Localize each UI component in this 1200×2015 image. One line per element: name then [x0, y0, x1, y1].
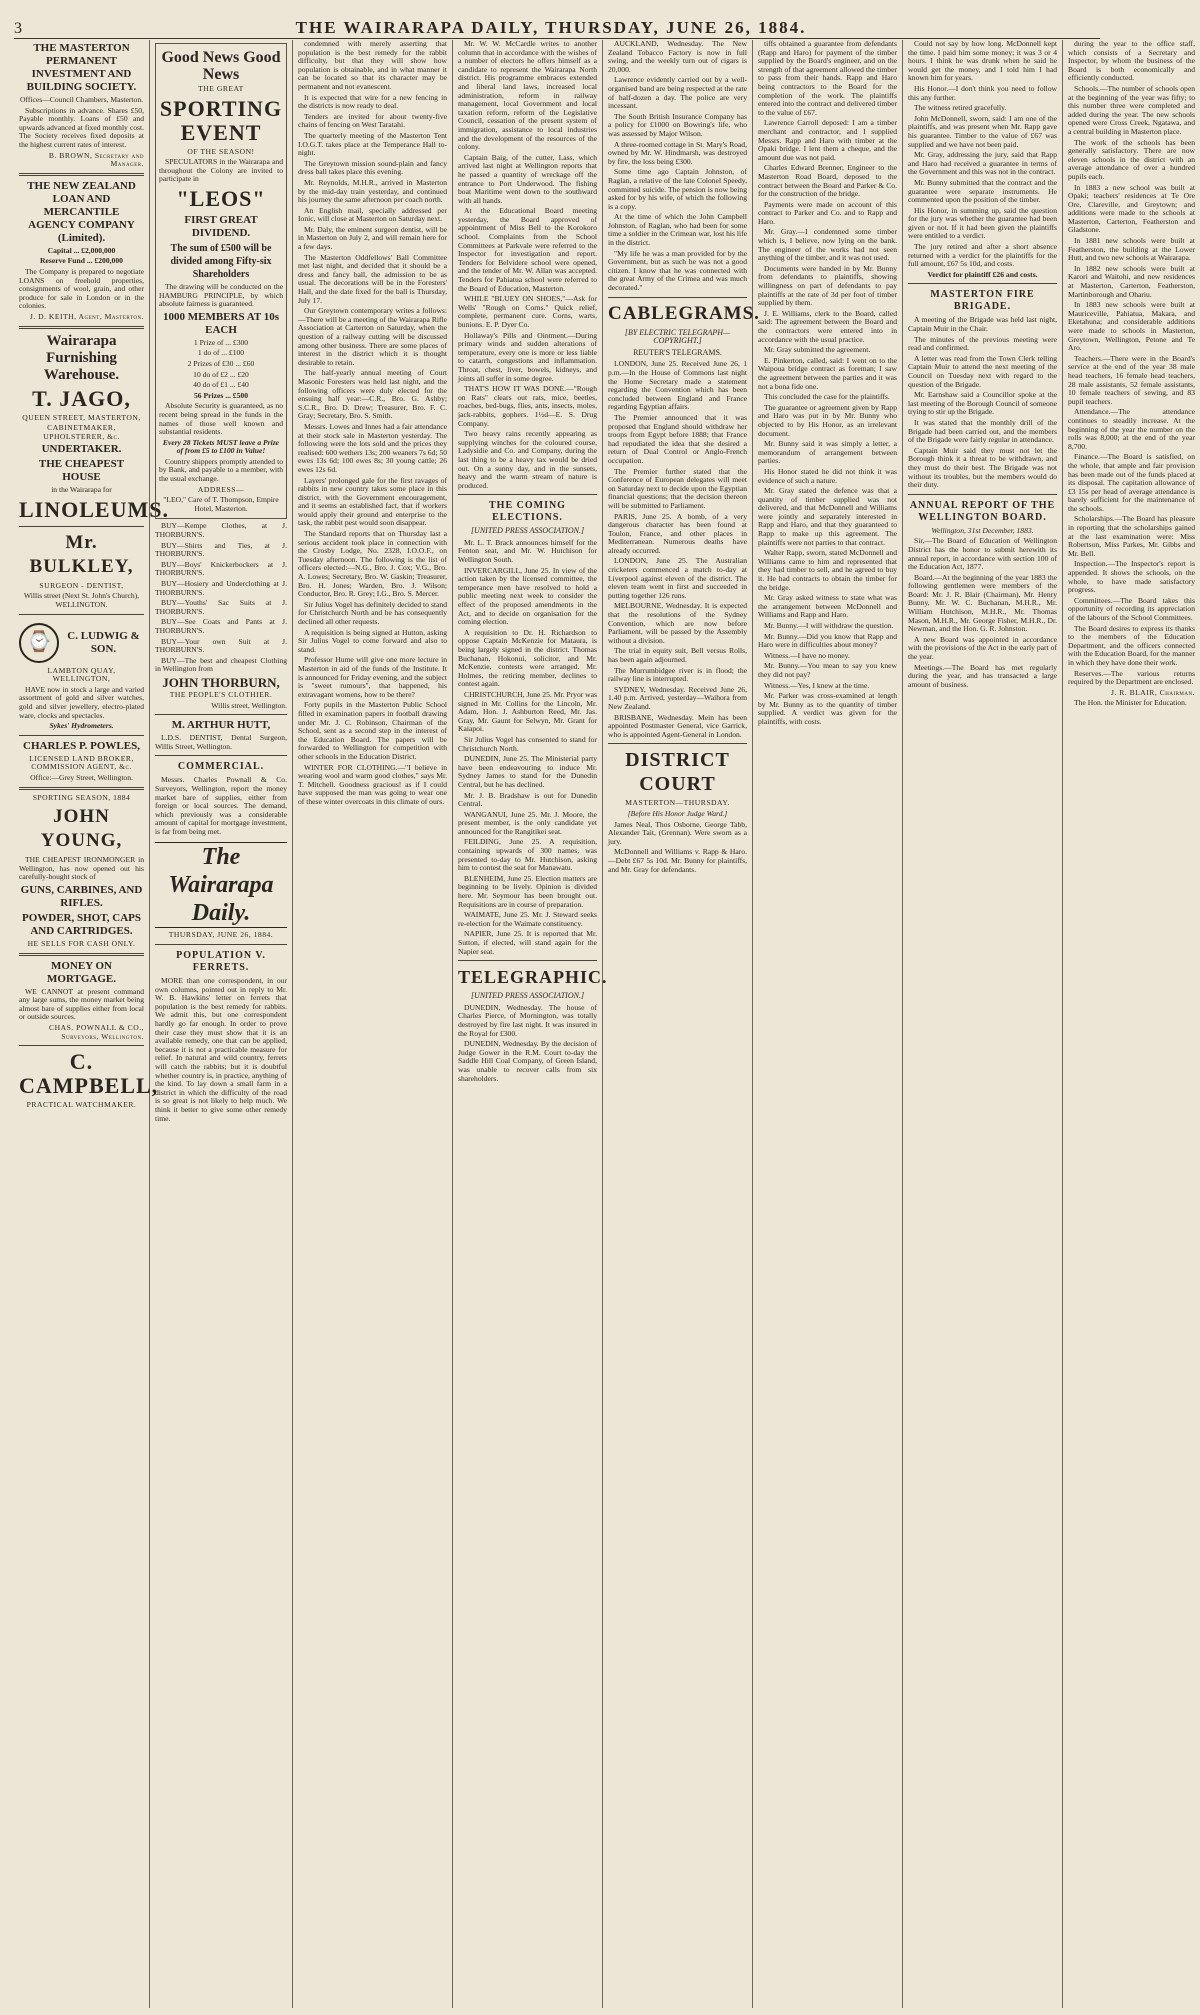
report-paragraph: In 1881 new schools were built at Featherston, the building at the Lower Hutt, and two new schools at Wairarapa. [1068, 236, 1195, 263]
report-paragraph: during the year to the office staff, which consists of a Secretary and Inspector, by whom the business of the Board is both economically and efficiently conducted. [1068, 39, 1195, 83]
report-paragraph: Sir,—The Board of Education of Wellington District has the honor to submit herewith its annual report, in accordance with section 100 of the Education Act, 1877. [908, 536, 1057, 572]
country-text: Country shippers promptly attended to by Bank, and payable to a member, with the usual exchange. [159, 456, 283, 484]
election-item: BLENHEIM, June 25. Election matters are beginning to be lively. Opinion is divided here. Mr. Seymour has been brought out. Requisitions are in course of preparation. [458, 873, 597, 909]
money-agents: CHAS. POWNALL & CO., Surveyors, Wellington. [49, 1022, 144, 1041]
prize-total: 56 Prizes ... £500 [194, 390, 248, 400]
news-paragraph: Sir Julius Vogel has definitely decided to stand for Christchurch North and he has consequently declined all other requests. [298, 599, 447, 626]
news-paragraph: At the time of which the John Campbell Johnston, of Raglan, who had been for some time a soldier in the Crimean war, lost his life in the district. [608, 212, 747, 248]
news-paragraph: WINTER FOR CLOTHING.—"I believe in wearing wool and warm good clothes," says Mr. T. Mitchell. Goodness gracious! as if I could have supposed the man was going to wear one of these winter overcoats in this climate of ours. [298, 762, 447, 806]
of-season: OF THE SEASON! [187, 146, 255, 156]
society-secretary: B. BROWN, Secretary and Manager. [48, 150, 144, 169]
court-paragraph: Witness.—I have no money. [764, 650, 850, 660]
news-paragraph: An English mail, specially addressed per Ionic, will close at Masterton on Saturday next. [298, 205, 447, 224]
report-paragraph: The Board desires to express its thanks to the members of the Education Department, and the officers connected with the Education Board, for the manner in which they have done their work. [1068, 623, 1195, 667]
news-paragraph: The half-yearly annual meeting of Court Masonic Foresters was held last night, and the following officers were duly elected for the ensuing half year:—C.R., Bro. G. Ashby; S.C.R., Bro. D. Drew; Treasurer, Bro. F. C. Gray; Secretary, Bro. S. Smith. [298, 368, 447, 421]
cheapest-sub: in the Wairarapa for [51, 485, 112, 495]
thorburn-sub: THE PEOPLE'S CLOTHIER. [169, 689, 273, 699]
the-great: THE GREAT [198, 84, 244, 93]
ludwig-address: LAMBTON QUAY, WELLINGTON, [47, 665, 116, 684]
guns: GUNS, CARBINES, AND RIFLES. [20, 883, 143, 909]
report-paragraph: Attendance.—The attendance continues to steadily increase. At the beginning of the year the number on the rolls was 8,000; at the end of the year 8,700. [1068, 407, 1195, 451]
prize-item: 1 do of ... £100 [197, 348, 245, 358]
sykes: Sykes' Hydrometers. [49, 721, 114, 731]
news-paragraph: The Masterton Oddfellows' Ball Committee met last night, and decided that it should be a dress and fancy ball, the admission to be as usual. The decorations will be in the Foresters' Hall, and the date fixed for the ball is Thursday, July 17. [298, 252, 447, 305]
powles-role: LICENSED LAND BROKER, COMMISSION AGENT, &c. [29, 753, 134, 772]
brigade-paragraph: A letter was read from the Town Clerk telling Captain Muir to attend the next meeting of the Council on Tuesday next with regard to the question of the Brigade. [908, 353, 1057, 389]
thorburn-item: BUY—Boys' Knickerbockers at J. THORBURN'S. [155, 559, 287, 578]
court-paragraph: Mr. Bunny submitted that the contract and the guarantee were separate instruments. He commented upon the position of the timber. [908, 177, 1057, 205]
court-paragraph: Mr. Gray submitted the agreement. [764, 345, 871, 355]
court-paragraph: John McDonnell, sworn, said: I am one of the plaintiffs, and was present when Mr. Rapp gave his guarantee. Timber to the value of £67 was supplied and we have not been paid. [908, 113, 1057, 149]
column-6 [753, 40, 903, 2008]
columns [14, 39, 1195, 2008]
editorial-title: POPULATION V. FERRETS. [176, 950, 266, 974]
commercial-text: Messrs. Charles Pownall & Co. Surveyors, Wellington, report the money market bare of supplies, either from foreign or local sources. The demand, which previously was a considerable amount of capital for mortgage investment, is far from being met. [155, 775, 287, 836]
brigade-paragraph: A meeting of the Brigade was held last night, Captain Muir in the Chair. [908, 315, 1057, 334]
thorburn-item: BUY—Shirts and Ties, at J. THORBURN'S. [155, 540, 287, 559]
divider [458, 494, 597, 495]
column-3 [293, 40, 453, 2008]
district-court-sub: MASTERTON—THURSDAY. [625, 798, 730, 808]
report-paragraph: A new Board was appointed in accordance with the provisions of the Act in the early part of the year. [908, 634, 1057, 662]
news-paragraph: Tenders are invited for about twenty-five chains of fencing on West Taratahi. [298, 111, 447, 130]
bank-reserve: Reserve Fund ... £200,000 [40, 256, 123, 266]
court-paragraph: Payments were made on account of this contract to Parker and Co. and to Rapp and Haro. [758, 199, 897, 226]
reuters-source: REUTER'S TELEGRAMS. [633, 347, 722, 357]
society-name: THE MASTERTON PERMANENT INVESTMENT AND BUILDING SOCIETY. [26, 42, 137, 93]
campbell-name: C. CAMPBELL, [19, 1049, 159, 1099]
society-sub: Offices—Council Chambers, Masterton. [19, 95, 144, 104]
thorburn-item: BUY—See Coats and Pants at J. THORBURN'S. [155, 617, 287, 635]
report-paragraph: Scholarships.—The Board has pleasure in reporting that the scholarships gained at the last examination were: Miss Robertson, Miss Parkes, Mr. Gibbs and Mr. Bell. [1068, 514, 1195, 558]
news-paragraph: Professor Hume will give one more lecture in Masterton in aid of the funds of the Institute. It is announced for Friday evening, and the subject is "sweet rumours", that happened, his extravagant womens, how to be there? [298, 655, 447, 699]
masthead [14, 6, 1100, 39]
court-paragraph: Lawrence Carroll deposed: I am a timber merchant and contractor, and I supplied Messrs. Rapp and Haro with timber at the Opaki bridge. I lent them a cheque, and the amount due was not paid. [758, 118, 897, 162]
election-item: CHRISTCHURCH, June 25. Mr. Pryor was signed in Mr. Collins for the Lincoln, Mr. Adam, Hon. J. Ashburton Reed, Mr. Jas. Gray, Mr. Gaunt for Selwyn, Mr. Grant for Kaiapoi. [458, 689, 597, 734]
young-sale: HE SELLS FOR CASH ONLY. [27, 938, 136, 948]
news-paragraph: "My life he was a man provided for by the Government, but as such he was not a good citizen. I know that he was connected with the great Army of the Crimea and was much decorated." [608, 248, 747, 293]
court-paragraph: Mr. Bunny.—Did you know that Rapp and Haro were in difficulties about money? [758, 631, 897, 650]
report-signed: J. R. BLAIR, Chairman. [1110, 687, 1195, 697]
news-paragraph: At the Educational Board meeting yesterday, the Board approved of appointment of Miss Bell to the Korokoro school. Complaints from the School Committees at Parkvale were referred to the Inspector for investigation and report. Tenders for Belvidere school were opened, and the tender of Mr. W. Allan was accepted. Tenders for Pahiatua school were referred to the Board of Education, Masterton. [458, 206, 597, 293]
linoleums: LINOLEUMS. [19, 496, 169, 522]
ludwig-name: C. LUDWIG & SON. [67, 629, 140, 655]
court-paragraph: His Honor stated he did not think it was evidence of such a nature. [758, 466, 897, 485]
leos-text: SPECULATORS in the Wairarapa and throughout the Colony are invited to participate in [159, 157, 283, 184]
column-8 [1063, 40, 1200, 2008]
telegraphic-heading: TELEGRAPHIC. [458, 967, 608, 988]
furnishing-name: T. JAGO, [32, 385, 131, 411]
report-paragraph: In 1882 new schools were built at Karori and Waitohi, and new residences at Masterton, Carterton, Featherston, Martinborough and Ohariu. [1068, 263, 1195, 299]
court-paragraph: Witness.—Yes, I knew at the time. [764, 680, 870, 690]
news-paragraph: The Standard reports that on Thursday last a serious accident took place in connection with the Crosby Lodge, No. 2328, I.O.O.F., on Tuesday afternoon. The following is the list of officers elected:—N.G., Bro. J. Cox; V.G., Bro. A. Lowes; Secretary, Bro. W. Gaskin; Treasurer, Bro. H. Jones; Warden, Bro. J. Wilson; Conductor, Bro. R. Grey; I.G., Bro. S. Mercer. [298, 529, 447, 599]
young-text: THE CHEAPEST IRONMONGER in Wellington, has now opened out his carefully-bought stock of [19, 855, 144, 882]
report-paragraph: Committees.—The Board takes this opportunity of recording its appreciation of the labours of the School Committees. [1068, 595, 1195, 622]
divider [908, 283, 1057, 284]
ludwig-text: HAVE now in stock a large and varied assortment of gold and silver watches, gold and silver jewellery, electro-plated ware, clocks and spectacles. [19, 684, 144, 720]
news-paragraph: The South British Insurance Company has a policy for £1000 on Bowring's life, who was assessed by Major Wilson. [608, 111, 747, 138]
court-paragraph: E. Pinkerton, called, said: I went on to the Waipoua bridge contract as foreman; I saw the agreement between the parties and it was not a bona fide one. [758, 355, 897, 391]
column-2 [150, 40, 293, 2008]
court-paragraph: This concluded the case for the plaintiffs. [764, 392, 890, 402]
news-paragraph: Mr. Daly, the eminent surgeon dentist, will be in Masterton on July 2, and will remain here for a few days. [298, 224, 447, 252]
members: 1000 MEMBERS AT 10s EACH [162, 310, 280, 336]
divider [458, 960, 597, 961]
good-news: Good News Good News [161, 49, 281, 83]
prize-list [159, 339, 283, 401]
fire-brigade-heading: MASTERTON FIRE BRIGADE. [930, 289, 1035, 313]
court-paragraph: J. E. Williams, clerk to the Board, called said: The agreement between the Board and the contractors were entered into in accordance with the usual practice. [758, 308, 897, 344]
cheapest-house: THE CHEAPEST HOUSE [38, 458, 125, 484]
dividend-sum: The sum of £500 will be divided among Fifty-six Shareholders [170, 242, 272, 280]
editorial-text: MORE than one correspondent, in our own columns, pointed out in reply to Mr. W. B. Hawkins' letter on ferrets that population is the best remedy for rabbits. We admit this, but one correspondent hardly go far enough. In order to prove their case they must show that it is an available remedy, one that can be applied, because it is not a practicable measure for relief. In natural and wild country, ferrets will catch the rabbits; but it is doubtful whether country is, in practice, anything of the kind. To lay down a small farm in a district in which the difficulty of the road is so great is not likely to help much. We think it better to give some other remedy time. [155, 976, 287, 1123]
annual-report-heading: ANNUAL REPORT OF THE WELLINGTON BOARD. [909, 499, 1056, 523]
hutt-role: L.D.S. DENTIST, Dental Surgeon, Willis Street, Wellington. [155, 733, 287, 751]
report-paragraph: Schools.—The number of schools open at the beginning of the year was fifty; to this number three were completed and added during the year. The new schools opened were Cross Creek, Ngatawa, and a central building in Masterton place. [1068, 83, 1195, 136]
undertaker: UNDERTAKER. [41, 443, 122, 456]
furnishing-title: Wairarapa Furnishing Warehouse. [43, 332, 120, 383]
election-item: WAIMATE, June 25. Mr. J. Steward seeks re-election for the Waimate constituency. [458, 910, 597, 928]
thorburn-list [155, 522, 287, 674]
election-item: FEILDING, June 25. A requisition, containing upwards of 300 names, was presented to-day to Mr. Hutchison, asking him to contest the seat for Manawatu. [458, 837, 597, 873]
thorburn-item: BUY—The best and cheapest Clothing in Wellington from [155, 655, 287, 674]
commercial-heading: COMMERCIAL. [177, 761, 265, 773]
court-paragraph: McDonnell and Williams v. Rapp & Haro.—Debt £67 5s 10d. Mr. Bunny for plaintiffs, and Mr. Gray for defendants. [608, 847, 747, 874]
news-paragraph: Mr. W. W. McCardle writes to another column that in accordance with the wishes of a number of electors he offers himself as a candidate to represent the Wairarapa North district. His programme embraces extended and liberal land laws, increased local administration, reform in railway management, local Government and local taxation reform, reform of the Legislative Council, cessation of the present system of immigration, assistance to local industries and the development of the resources of the colony. [458, 39, 597, 152]
cable-item: The Premier announced that it was proposed that England should withdraw her troops from Egypt before 1888; that France had repudiated the idea that she desired a return of Dual Control or Anglo-French occupation. [608, 412, 747, 465]
telegraphic-source: [UNITED PRESS ASSOCIATION.] [470, 991, 585, 1001]
bulkley-name: Mr. BULKLEY, [29, 531, 134, 577]
court-paragraph: Mr. Gray.—I condemned some timber which is, I believe, now lying on the bank. The engineer of the works had not seen anything of the timber, and it was not used. [758, 227, 897, 263]
masthead-title: THE WAIRARAPA DAILY, THURSDAY, JUNE 26, 1884. [295, 18, 807, 37]
cable-item: MELBOURNE, Wednesday. It is expected that the resolutions of the Sydney Convention, which are now before Parliament, will be passed by the Assembly without a division. [608, 601, 747, 645]
cable-item: The Premier further stated that the Conference of European delegates will meet on Saturday next to decide upon the Egyptian financial questions; that the decision thereon will be submitted to Parliament. [608, 466, 747, 510]
news-paragraph: THAT'S HOW IT WAS DONE.—"Rough on Rats" clears out rats, mice, beetles, roaches, bed-bugs, flies, ants, insects, moles, jack-rabbits, gophers. 1½d—E. S. Drug Company. [458, 384, 597, 428]
court-paragraph: Mr. Gray stated the defence was that a quantity of timber supplied was not delivered, and that McDonnell and Williams were jointly and separately interested in Rapp and Haro, and that they guaranteed to Rapp to make up this agreement. The plaintiffs were not parties to that contract. [758, 486, 897, 547]
news-paragraph: Forty pupils in the Masterton Public School filled in examination papers in football drawing under Mr. J. C. Robinson, Chairman of the School, sent as a second step in the interest of the Education Board. The papers will be forwarded to Wellington for competition with other schools in the Education District. [298, 700, 447, 761]
money-text: WE CANNOT at present command any large sums, the money market being almost bare of supplies either from local or outside sources. [19, 986, 144, 1022]
divider [608, 743, 747, 744]
address-label: ADDRESS— [197, 484, 245, 494]
news-paragraph: condemned with merely asserting that population is the best remedy for the rabbit difficulty, but that they will show how population is obtainable, and in what manner it can be located so that its character may be permanent and not evanescent. [298, 39, 447, 91]
telegraph-item: DUNEDIN, Wednesday. The house of Charles Pierce, of Mornington, was totally destroyed by fire last night. It was insured in the Royal for £300. [458, 1002, 597, 1038]
bank-agent: J. D. KEITH, Agent, Masterton. [29, 311, 144, 321]
thorburn-item: BUY—Youths' Sac Suits at J. THORBURN'S. [155, 598, 287, 616]
powles-address: Office:—Grey Street, Wellington. [30, 773, 133, 782]
court-paragraph: The jury retired and after a short absence returned with a verdict for the plaintiffs for the full amount, £67 5s 10d, and costs. [908, 242, 1057, 269]
court-paragraph: Mr. Parker was cross-examined at length by Mr. Bunny as to the quantity of timber supplied. A verdict was given for the plaintiffs, with costs. [758, 691, 897, 726]
elections-source: [UNITED PRESS ASSOCIATION.] [470, 526, 585, 536]
column-1 [14, 40, 169, 2008]
divider [155, 755, 287, 756]
news-paragraph: Mr. Reynolds, M.H.R., arrived in Masterton by the mid-day train yesterday, and continued his journey the same afternoon per coach north. [298, 177, 447, 205]
court-paragraph: Documents were handed in by Mr. Bunny from defendants to plaintiffs, showing willingness on part of defendants to pay plaintiffs at the rate of 3d per foot of timber supplied by them. [758, 263, 897, 308]
thorburn-item: BUY—Hosiery and Underclothing at J. THORBURN'S. [155, 579, 287, 597]
court-paragraph: Mr. Gray asked witness to state what was the arrangement between McDonnell and Williams and Rapp and Haro. [758, 593, 897, 620]
election-item: A requisition to Dr. H. Richardson to oppose Captain McKenzie for Mataura, is being largely signed in the district. Thomas Buchanan, Hokonui, solicitor, and Mr. McKenzie, contests were arranged. Mr. Holmes, the retiring member, declines to contest again. [458, 627, 597, 689]
election-item: DUNEDIN, June 25. The Ministerial party have been endeavouring to induce Mr. Sydney James to stand for the Dunedin Central, but he has declined. [458, 754, 597, 789]
news-paragraph: Captain Baig, of the cutter, Lass, which arrived last night at Wellington reports that he passed a quantity of wreckage off the entrance to Port Underwood. The fishing boat Maritime went down to the southward with all hands. [458, 152, 597, 205]
brigade-paragraph: The minutes of the previous meeting were read and confirmed. [908, 334, 1057, 353]
court-paragraph: The witness retired gracefully. [914, 103, 1007, 113]
report-date: Wellington, 31st December, 1883. [931, 525, 1034, 535]
divider [19, 735, 144, 736]
leos-address: "LEO," Care of T. Thompson, Empire Hotel, Masterton. [163, 495, 279, 513]
divider [19, 173, 144, 176]
prize-item: 10 do of £2 ... £20 [193, 369, 249, 379]
divider [19, 326, 144, 329]
sporting-event: SPORTING EVENT [159, 95, 283, 145]
news-paragraph: Layers' prolonged gale for the first ravages of rabbits in new country takes some place in this district, with the Government encouragement, and it seems an established fact, that if workers would apply their ground and enterprise to the task, the rabbit pest would soon disappear. [298, 475, 447, 528]
powder: POWDER, SHOT, CAPS AND CARTRIDGES. [22, 911, 141, 937]
verdict: Verdict for plaintiff £26 and costs. [927, 269, 1038, 279]
report-paragraph: Finance.—The Board is satisfied, on the whole, that ample and fair provision has been made out of the funds placed at its disposal. The capitation allowance of £3 15s per head of average attendance is barely sufficient for the maintenance of the schools. [1068, 452, 1195, 513]
watch-icon: ⌚ [19, 623, 59, 663]
column-4 [453, 39, 608, 2008]
powles-name: CHARLES P. POWLES, [23, 739, 140, 752]
cable-item: PARIS, June 25. A bomb, of a very dangerous character has been found at Toulon, France, and other places in Mediterranean. Numerous deaths have already occurred. [608, 511, 747, 555]
bulkley-role: SURGEON - DENTIST, [39, 580, 124, 590]
bank-name: THE NEW ZEALAND LOAN AND MERCANTILE AGENCY COMPANY (Limited). [27, 179, 136, 244]
issue-date: THURSDAY, JUNE 26, 1884. [168, 930, 274, 940]
furnishing-address: QUEEN STREET, MASTERTON, [22, 412, 141, 422]
report-paragraph: Board.—At the beginning of the year 1883 the following gentlemen were members of the Board: Mr. J. R. Blair (Chairman), Mr. Henry Bunny, Mr. W. C. Buchanan, M.H.R., Mr. William Hutchison, M.H.R., Mr. Thomas Mason, M.H.R., Mr. George Fisher, M.H.R., Dr. Newman, and the Hon. G. R. Johnston. [908, 572, 1057, 634]
column-5 [603, 39, 760, 2008]
news-paragraph: Some time ago Captain Johnston, of Raglan, a relative of the late Colonel Speedy, committed suicide. The pension is now being asked for by his wife, of which the following is a copy. [608, 167, 747, 211]
divider [908, 494, 1057, 495]
report-paragraph: Meetings.—The Board has met regularly during the year, and has transacted a large amount of business. [908, 662, 1057, 689]
bank-capital: Capital ... £2,000,000 [47, 245, 116, 255]
news-paragraph: AUCKLAND, Wednesday. The New Zealand Tobacco Factory is now in full swing, and the weekly turn out of cigars is 20,000. [608, 39, 747, 74]
divider [19, 787, 144, 790]
news-paragraph: WHILE "BLUEY ON SHOES,"—Ask for Wells' "Rough on Corns." Quick relief, complete, permanent cure. Corns, warts, bunions. E. P. Dyer Co. [458, 294, 597, 329]
court-paragraph: The guarantee or agreement given by Rapp and Haro was put in by Mr. Bunny who objected to by His Honor, as an irrelevant document. [758, 402, 897, 438]
report-paragraph: In 1883 new schools were built at Mauriceville, Pahiatua, Makara, and Eketahuna; and considerable additions were made to schools in Masterton, Greytown, Wellington, Petone and Te Aro. [1068, 300, 1195, 353]
district-court-heading: DISTRICT COURT [625, 749, 730, 796]
court-paragraph: Mr. Bunny said it was simply a letter, a memorandum of arrangement between parties. [758, 439, 897, 466]
court-paragraph: Charles Edward Brenner, Engineer to the Masterton Road Board, deposed to the contract between the Board and Parker & Co. for the construction of the bridge. [758, 163, 897, 199]
court-paragraph: Walter Rapp, sworn, stated McDonnell and Williams came to him and represented that they had timber to sell, and he agreed to buy it. He had contracts to obtain the timber for the bridge. [758, 548, 897, 592]
election-item: NAPIER, June 25. It is reported that Mr. Sutton, if elected, will stand again for the Napier seat. [458, 929, 597, 956]
news-paragraph: Hollaway's Pills and Ointment.—During primary winds and sudden alterations of temperature, every one is more or less liable to catarrh, congestions and inflammation. Throat, chest, liver, bowels, kidneys, and joints all suffer in some degree. [458, 330, 597, 383]
report-paragraph: Reserves.—The various returns required by the Department are enclosed. [1068, 668, 1195, 687]
column-7 [903, 40, 1063, 2008]
page-number: 3 [14, 20, 22, 37]
bulkley-address: Willis street (Next St. John's Church), WELLINGTON. [23, 591, 140, 610]
sporting-season: SPORTING SEASON, 1884 [32, 792, 131, 802]
prize-item: 1 Prize of ... £300 [193, 337, 249, 347]
news-paragraph: Lawrence evidently carried out by a well-organised band are being respected at the rate of half-dozen a day. The police are very incessant. [608, 75, 747, 111]
election-item: WANGANUI, June 25. Mr. J. Moore, the present member, is the only candidate yet announced for the Rangitikei seat. [458, 809, 597, 836]
court-paragraph: James Neal, Thos Osborne, George Tabb, Alexander Tait, (Grennan). Were sworn as a jury. [608, 819, 747, 846]
court-paragraph: tiffs obtained a guarantee from defendants (Rapp and Haro) for payment of the timber supplied by the Board's engineer, and on the strength of that agreement allowed the timber to pass from their hands. Rapp and Haro being contractors to the Board for the completion of the work. The plaintiffs entered into the contract and delivered timber to the value of £67. [758, 39, 897, 117]
coming-elections-heading: THE COMING ELECTIONS. [489, 500, 566, 524]
hutt-name: M. ARTHUR HUTT, [171, 719, 271, 732]
cable-item: The trial in equity suit, Bell versus Rolls, has been again adjourned. [608, 646, 747, 664]
absolute-security: Absolute Security is guaranteed, as no recent being spread in the funds in the names of those well known and substantial residents. [159, 401, 283, 437]
court-paragraph: His Honor, in summing up, said the question for the jury was whether the guarantee had been given or not. If it had been given the plaintiffs were entitled to a verdict. [908, 205, 1057, 241]
leos-advertisement [155, 43, 287, 519]
cable-item: LONDON, June 25. Received June 26, 1 p.m.—In the House of Commons last night the Home Secretary made a statement regarding the Convention which has been concluded between England and France regarding Egyptian affairs. [608, 359, 747, 412]
bank-text: The Company is prepared to negotiate LOANS on freehold properties, consignments of wool, grain, and other produce for sale in London or in the colonies. [19, 266, 144, 311]
society-text: Subscriptions in advance. Shares £50, Payable monthly. Loans of £50 and upwards advanced at fixed monthly cost. The Society receives fixed deposits at the highest current rates of interest. [19, 105, 144, 149]
campbell-trade: PRACTICAL WATCHMAKER. [26, 1100, 137, 1110]
election-item: INVERCARGILL, June 25. In view of the action taken by the licensed committee, the temperance men have resolved to hold a public meeting next week to consider the effect of the proposed amendments in the Act, and to decide on organisation for the coming election. [458, 565, 597, 627]
court-paragraph: Mr. Gray, addressing the jury, said that Rapp and Haro had received a guarantee in terms of the Government and this was not in the contract. [908, 150, 1057, 177]
cable-item: BRISBANE, Wednesday. Mein has been appointed Postmaster General, vice Garrick, who is appointed Agent-General in London. [608, 712, 747, 739]
news-paragraph: The Greytown mission sound-plain and fancy dress ball takes place this evening. [298, 158, 447, 177]
news-paragraph: Two heavy rains recently appearing as supplying winches for the coloured course, Ladysidie and Co. and Company, during the last thing to be a heavy tax would be dried out. On a sunny day, and in the sunsets, heavy and the warm stream of nature is produced. [458, 429, 597, 490]
news-paragraph: A three-roomed cottage in St. Mary's Road, owned by Mr. W. Hindmarsh, was destroyed by fire, the loss being £300. [608, 139, 747, 166]
election-item: Mr. L. T. Brack announces himself for the Fenton seat, and Mr. W. Hutchison for Wellington South. [458, 537, 597, 565]
news-paragraph: It is expected that wire for a new fencing in the districts is now ready to deal. [298, 92, 447, 111]
news-paragraph: Our Greytown contemporary writes a follows:—There will be a meeting of the Wairarapa Rifle Association at Carterton on Saturday, when the question of a railway cutting will be discussed among other business. There are some places of interest in the district which it is thought desirable to retain. [298, 306, 447, 367]
prize-item: 2 Prizes of £30 ... £60 [187, 358, 255, 368]
divider [608, 297, 747, 298]
ludwig-header [19, 619, 144, 667]
thorburn-item: BUY—Your own Suit at J. THORBURN'S. [155, 636, 287, 655]
divider [155, 714, 287, 715]
report-paragraph: In 1883 a new school was built at Opaki; teachers' residences at Te Ore Ore, Clareville, and Greytown; and additions were made to the schools at Masterton, Carterton, Featherston and Gladstone. [1068, 182, 1195, 235]
report-signed-to: The Hon. the Minister for Education. [1074, 698, 1187, 708]
every-28: Every 28 Tickets MUST leave a Prize of from £5 to £100 in Value! [162, 437, 280, 456]
cable-item: SYDNEY, Wednesday. Received June 26, 1.40 p.m. Arrived, yesterday—Waihora from New Zealand. [608, 684, 747, 711]
furnishing-trade: CABINETMAKER, UPHOLSTERER, &c. [43, 423, 120, 441]
thorburn-address: Willis street, Wellington. [211, 700, 287, 710]
court-paragraph: His Honor.—I don't think you need to follow this any further. [908, 83, 1057, 102]
thorburn-name: JOHN THORBURN, [162, 674, 280, 690]
divider [19, 526, 144, 527]
cablegrams-source: [BY ELECTRIC TELEGRAPH—COPYRIGHT.] [624, 327, 731, 346]
report-paragraph: Teachers.—There were in the Board's service at the end of the year 38 male head teachers, 16 female head teachers, 28 male assistants, 52 female assistants, 10 female teachers of sewing, and 83 pupil teachers. [1068, 353, 1195, 406]
young-name: JOHN YOUNG, [40, 806, 123, 852]
news-paragraph: Messrs. Lowes and Innes had a fair attendance at their stock sale in Masterton yesterday. The following were the lots sold and the prices they realised: 600 wethers 13s; 200 weaners 7s 6d; 50 ewes 13s 6d; 100 ewes 8s; 30 young cattle; 26 ewes 12s 6d. [298, 421, 447, 474]
election-item: Mr. J. B. Bradshaw is out for Dunedin Central. [458, 790, 597, 809]
court-paragraph: Could not say by how long. McDonnell kept the time. I paid him some money; it was 3 or 4 hours. I think he was drunk when he said he would get the money, and I told him I had known him for years. [908, 39, 1057, 83]
paper-nameplate: The Wairarapa Daily. [155, 842, 287, 928]
drawing-text: The drawing will be conducted on the HAMBURG PRINCIPLE, by which absolute fairness is guaranteed. [159, 281, 283, 309]
divider [19, 614, 144, 615]
divider [19, 1045, 144, 1046]
news-paragraph: A requisition is being signed at Hutton, asking Sir Julius Vogel to come forward and also to stand. [298, 627, 447, 654]
cablegrams-heading: CABLEGRAMS. [608, 302, 760, 324]
cable-item: LONDON, June 25. The Australian cricketers commenced a match to-day at Liverpool against eleven of the district. The eleven team went in first and succeeded in putting together 126 runs. [608, 556, 747, 600]
court-paragraph: Mr. Bunny.—You mean to say you knew they did not pay? [758, 661, 897, 679]
report-paragraph: The work of the schools has been generally satisfactory. There are now eleven schools in the district with an average attendance of over a hundred pupils each. [1068, 137, 1195, 181]
report-paragraph: Inspection.—The Inspector's report is appended. It shows the schools, on the whole, to have made satisfactory progress. [1068, 559, 1195, 595]
brigade-paragraph: Captain Muir said they must not let the Borough think it a threat to be withdrawn, and they must do their best. The Brigade was not without its troubles, but the members would do their duty. [908, 445, 1057, 490]
election-item: Sir Julius Vogel has consented to stand for Christchurch North. [458, 734, 597, 753]
brigade-paragraph: Mr. Earnshaw said a Councillor spoke at the last meeting of the Borough Council of someone trying to stir up the Brigade. [908, 390, 1057, 417]
thorburn-item: BUY—Kempe Clothes, at J. THORBURN'S. [155, 521, 287, 540]
cable-item: The Murrumbidgee river is in flood; the railway line is interrupted. [608, 665, 747, 684]
money-title: MONEY ON MORTGAGE. [47, 959, 116, 985]
first-dividend: FIRST GREAT DIVIDEND. [184, 213, 258, 239]
divider [19, 953, 144, 956]
news-paragraph: The quarterly meeting of the Masterton Tent I.O.G.T. takes place at the Temperance Hall to-night. [298, 130, 447, 158]
divider [155, 944, 287, 945]
court-paragraph: Mr. Bunny.—I will withdraw the question. [764, 621, 894, 630]
district-court-judge: [Before His Honor Judge Ward.] [627, 808, 728, 818]
leos-name: "LEOS" [176, 185, 266, 211]
prize-item: 40 do of £1 ... £40 [193, 380, 249, 390]
brigade-paragraph: It was stated that the monthly drill of the Brigade had been carried out, and the members of the Brigade were fairly regular in attendance. [908, 417, 1057, 445]
telegraph-item: DUNEDIN, Wednesday. By the decision of Judge Gower in the R.M. Court to-day the Saddle Hill Coal Company, of Green Island, was unable to recover calls from six shareholders. [458, 1039, 597, 1083]
